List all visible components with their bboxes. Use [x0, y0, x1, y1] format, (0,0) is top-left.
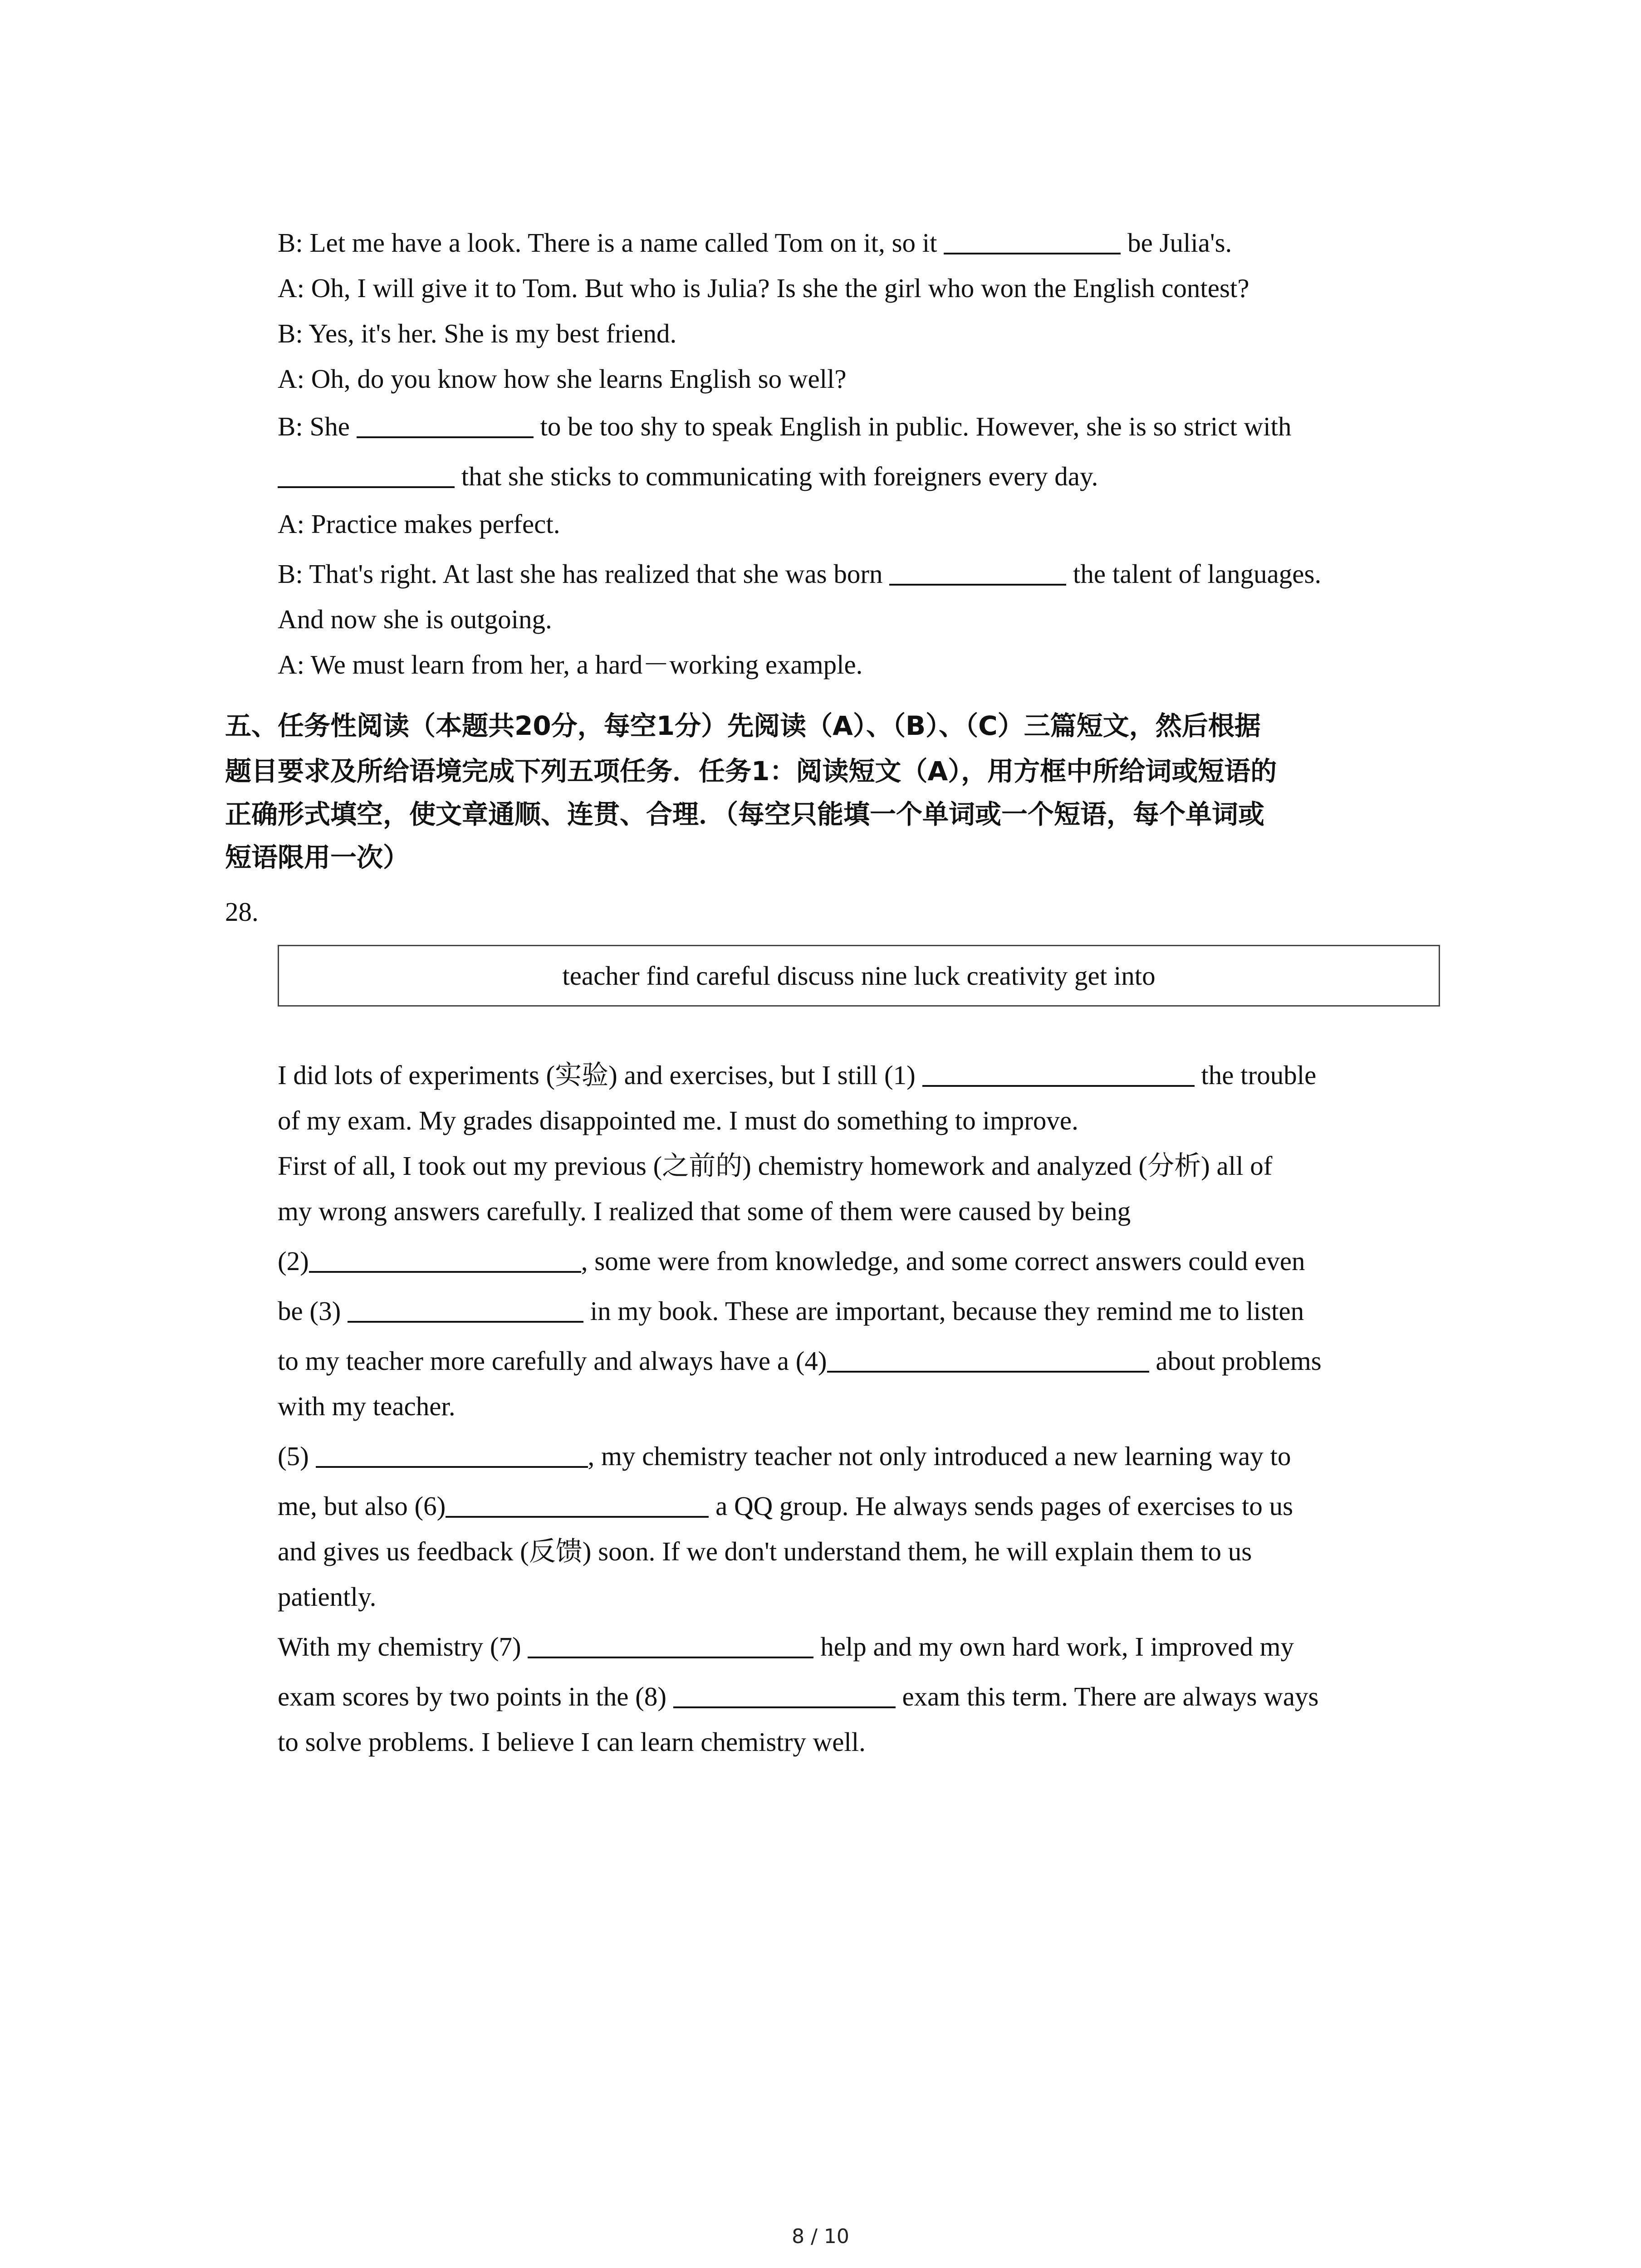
- passage-line: [278, 1681, 1318, 1712]
- passage-line: [278, 1345, 1322, 1377]
- passage-text: (2): [278, 1246, 309, 1276]
- passage-line: to solve problems. I believe I can learn chemistry well.: [278, 1727, 866, 1757]
- passage-line: [278, 1490, 1293, 1522]
- dialogue-line: A: We must learn from her, a hard－working example.: [278, 650, 863, 679]
- passage-text: I did lots of experiments (实验) and exercises, but I still (1): [278, 1060, 922, 1090]
- answer-blank[interactable]: [357, 413, 534, 438]
- passage-line: with my teacher.: [278, 1391, 456, 1421]
- passage-text: With my chemistry (7): [278, 1632, 528, 1662]
- dialogue-line: A: Practice makes perfect.: [278, 509, 560, 539]
- passage-text: exam scores by two points in the (8): [278, 1681, 673, 1711]
- heading-line: 五、任务性阅读（本题共20分，每空1分）先阅读（A）、（B）、（C）三篇短文，然后根据: [225, 710, 1261, 741]
- answer-blank[interactable]: [528, 1633, 813, 1658]
- passage-line: [278, 1295, 1304, 1327]
- passage-text: , my chemistry teacher not only introduced a new learning way to: [588, 1441, 1291, 1471]
- heading-line: 短语限用一次）: [225, 842, 410, 873]
- word-box-text: teacher find careful discuss nine luck creativity get into: [562, 960, 1156, 991]
- passage-text: be (3): [278, 1296, 348, 1326]
- answer-blank[interactable]: [446, 1492, 709, 1518]
- passage-line: of my exam. My grades disappointed me. I must do something to improve.: [278, 1105, 1078, 1135]
- passage-line: [278, 1440, 1291, 1472]
- passage-text: (5): [278, 1441, 316, 1471]
- answer-blank[interactable]: [827, 1347, 1149, 1373]
- dialogue-line: B: Yes, it's her. She is my best friend.: [278, 318, 677, 348]
- heading-line: 正确形式填空，使文章通顺、连贯、合理．（每空只能填一个单词或一个短语，每个单词或: [225, 799, 1265, 830]
- dialogue-text: the talent of languages.: [1066, 559, 1322, 589]
- passage-line: my wrong answers carefully. I realized that some of them were caused by being: [278, 1196, 1131, 1226]
- answer-blank[interactable]: [922, 1061, 1195, 1087]
- question-number: 28.: [225, 897, 259, 927]
- dialogue-line: And now she is outgoing.: [278, 604, 552, 634]
- passage-text: me, but also (6): [278, 1491, 446, 1521]
- dialogue-line: A: Oh, do you know how she learns English so well?: [278, 364, 847, 394]
- passage-text: about problems: [1149, 1346, 1322, 1376]
- answer-blank[interactable]: [348, 1297, 583, 1323]
- answer-blank[interactable]: [889, 560, 1066, 586]
- answer-blank[interactable]: [944, 229, 1121, 254]
- page-number: 8 / 10: [792, 2225, 849, 2248]
- passage-line: patiently.: [278, 1582, 377, 1612]
- dialogue-text: B: She: [278, 411, 357, 441]
- dialogue-line: [278, 460, 1098, 492]
- answer-blank[interactable]: [309, 1247, 581, 1273]
- passage-text: the trouble: [1194, 1060, 1317, 1090]
- heading-line: 题目要求及所给语境完成下列五项任务．任务1：阅读短文（A），用方框中所给词或短语的: [225, 756, 1277, 787]
- passage-line: [278, 1059, 1316, 1091]
- passage-text: exam this term. There are always ways: [895, 1681, 1319, 1711]
- dialogue-text: be Julia's.: [1121, 228, 1232, 258]
- dialogue-line: [278, 227, 1232, 259]
- passage-text: , some were from knowledge, and some correct answers could even: [581, 1246, 1305, 1276]
- dialogue-text: that she sticks to communicating with foreigners every day.: [455, 461, 1098, 491]
- passage-line: [278, 1245, 1305, 1277]
- passage-text: in my book. These are important, because they remind me to listen: [583, 1296, 1304, 1326]
- answer-blank[interactable]: [278, 463, 455, 488]
- answer-blank[interactable]: [316, 1442, 588, 1468]
- passage-line: and gives us feedback (反馈) soon. If we don't understand them, he will explain them to us: [278, 1536, 1252, 1566]
- dialogue-text: to be too shy to speak English in public. However, she is so strict with: [533, 411, 1292, 441]
- passage-line: [278, 1631, 1294, 1662]
- word-box: [278, 945, 1440, 1007]
- dialogue-text: B: That's right. At last she has realized that she was born: [278, 559, 890, 589]
- answer-blank[interactable]: [673, 1683, 896, 1708]
- dialogue-line: [278, 411, 1292, 442]
- dialogue-text: B: Let me have a look. There is a name called Tom on it, so it: [278, 228, 944, 258]
- passage-text: help and my own hard work, I improved my: [813, 1632, 1294, 1662]
- dialogue-line: [278, 558, 1321, 590]
- dialogue-line: A: Oh, I will give it to Tom. But who is Julia? Is she the girl who won the English contest?: [278, 273, 1249, 303]
- passage-text: a QQ group. He always sends pages of exercises to us: [709, 1491, 1293, 1521]
- passage-text: to my teacher more carefully and always have a (4): [278, 1346, 827, 1376]
- passage-line: First of all, I took out my previous (之前的) chemistry homework and analyzed (分析) all of: [278, 1151, 1273, 1181]
